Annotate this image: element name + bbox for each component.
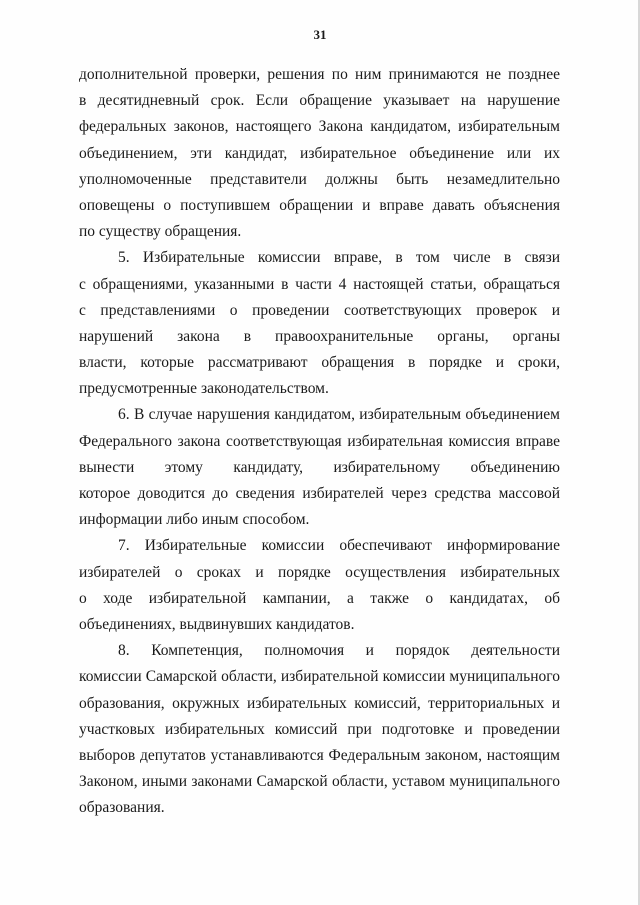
paragraph-6	[79, 402, 560, 533]
text-line: избирателей о сроках и порядке осуществления избирательных	[79, 563, 560, 581]
text-line: объединениях, выдвинувших кандидатов.	[79, 615, 355, 633]
text-line: по существу обращения.	[79, 223, 242, 241]
text-line: образования.	[79, 799, 165, 817]
text-line: Законом, иными законами Самарской области, уставом муниципального	[79, 773, 560, 791]
paragraph-5	[79, 245, 560, 402]
paragraph-7	[79, 533, 560, 638]
text-line: комиссии Самарской области, избирательной комиссии муниципального	[79, 668, 560, 686]
text-line: федеральных законов, настоящего Закона кандидатом, избирательным	[79, 118, 560, 136]
text-line: участковых избирательных комиссий при подготовке и проведении	[79, 720, 560, 738]
text-line: оповещены о поступившем обращении и вправе давать объяснения	[79, 196, 560, 214]
text-line: 5. Избирательные комиссии вправе, в том числе в связи	[118, 249, 560, 267]
text-line: объединением, эти кандидат, избирательное объединение или их	[79, 144, 560, 162]
text-line: предусмотренные законодательством.	[79, 380, 329, 398]
text-line: образования, окружных избирательных комиссий, территориальных и	[79, 694, 560, 712]
text-line: с обращениями, указанными в части 4 настоящей статьи, обращаться	[79, 275, 560, 293]
text-line: выборов депутатов устанавливаются Федеральным законом, настоящим	[79, 746, 560, 764]
text-line: информации либо иным способом.	[79, 511, 310, 529]
document-body	[79, 62, 560, 821]
text-line: в десятидневный срок. Если обращение указывает на нарушение	[79, 92, 560, 110]
text-line: о ходе избирательной кампании, а также о кандидатах, об	[79, 589, 560, 607]
text-line: вынести этому кандидату, избирательному объединению	[79, 458, 560, 476]
text-line: Федерального закона соответствующая избирательная комиссия вправе	[79, 432, 560, 450]
text-line: с представлениями о проведении соответствующих проверок и	[79, 301, 560, 319]
text-line: 7. Избирательные комиссии обеспечивают информирование	[118, 537, 560, 555]
text-line: 6. В случае нарушения кандидатом, избирательным объединением	[118, 406, 560, 424]
paragraph-continuation	[79, 62, 560, 245]
page-number: 31	[313, 27, 327, 42]
text-line: нарушений закона в правоохранительные органы, органы	[79, 327, 560, 345]
text-line: дополнительной проверки, решения по ним принимаются не позднее	[79, 66, 560, 83]
text-line: уполномоченные представители должны быть незамедлительно	[79, 170, 560, 188]
text-line: власти, которые рассматривают обращения в порядке и сроки,	[79, 354, 560, 372]
text-line: 8. Компетенция, полномочия и порядок деятельности	[118, 642, 560, 660]
text-line: которое доводится до сведения избирателей через средства массовой	[79, 485, 560, 502]
paragraph-8	[79, 638, 560, 821]
